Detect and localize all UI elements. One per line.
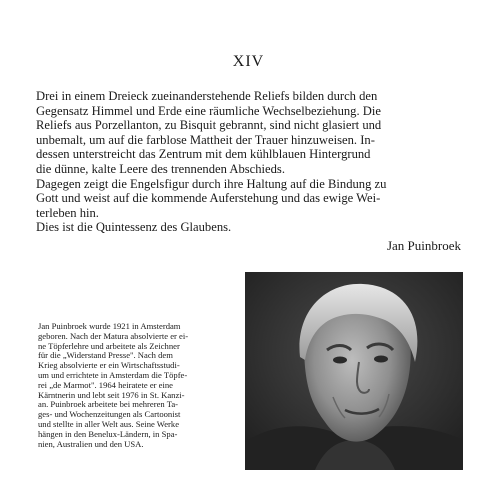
bio-line: Krieg absolvierte er ein Wirtschaftsstudi- (38, 360, 180, 371)
bio-line: Kärntnerin und lebt seit 1976 in St. Kanzi- (38, 389, 185, 400)
bio-line: Jan Puinbroek wurde 1921 in Amsterdam (38, 321, 181, 331)
main-paragraph (36, 89, 476, 235)
bio-line: nien, Australien und den USA. (38, 438, 144, 449)
bio-line: an. Puinbroek arbeitete bei mehreren Ta- (38, 399, 179, 410)
main-text-line: Dagegen zeigt die Engelsfigur durch ihre Haltung auf die Bindung zu (36, 176, 387, 191)
main-text-line: Gegensatz Himmel und Erde eine räumliche Wechselbeziehung. Die (36, 103, 381, 118)
artist-biography (38, 322, 238, 449)
bio-line: um und errichtete in Amsterdam die Töpfe- (38, 369, 188, 380)
main-text-line: Gott und weist auf die kommende Auferstehung und das ewige Wei- (36, 191, 381, 206)
bio-line: und stellte in aller Welt aus. Seine Werke (38, 418, 180, 429)
bio-line: ne Töpferlehre und arbeitete als Zeichner (38, 340, 180, 351)
bio-line: hängen in den Benelux-Ländern, in Spa- (38, 428, 178, 439)
main-text-line: Drei in einem Dreieck zueinanderstehende Reliefs bilden durch den (36, 89, 378, 103)
bio-line: ges- und Wochenzeitungen als Cartoonist (38, 409, 181, 420)
bio-line: rei „de Marmot". 1964 heiratete er eine (38, 379, 173, 390)
main-text-line: terleben hin. (36, 205, 99, 220)
main-text-line: unbemalt, um auf die farblose Mattheit der Trauer hinzuweisen. In- (36, 132, 375, 147)
bio-line: für die „Widerstand Presse". Nach dem (38, 350, 173, 361)
main-text-line: Dies ist die Quintessenz des Glaubens. (36, 220, 232, 235)
author-signature: Jan Puinbroek (386, 238, 461, 253)
main-text-line: die dünne, kalte Leere des trennenden Abschieds. (36, 161, 285, 176)
page-numeral: XIV (232, 53, 265, 70)
main-text-line: Reliefs aus Porzellanton, zu Bisquit gebrannt, sind nicht glasiert und (36, 118, 382, 133)
main-text-line: dessen unterstreicht das Zentrum mit dem kühlblauen Hintergrund (36, 147, 371, 162)
bio-line: geboren. Nach der Matura absolvierte er ei- (38, 330, 189, 341)
portrait-illustration (245, 272, 463, 470)
portrait-photo (245, 272, 463, 470)
